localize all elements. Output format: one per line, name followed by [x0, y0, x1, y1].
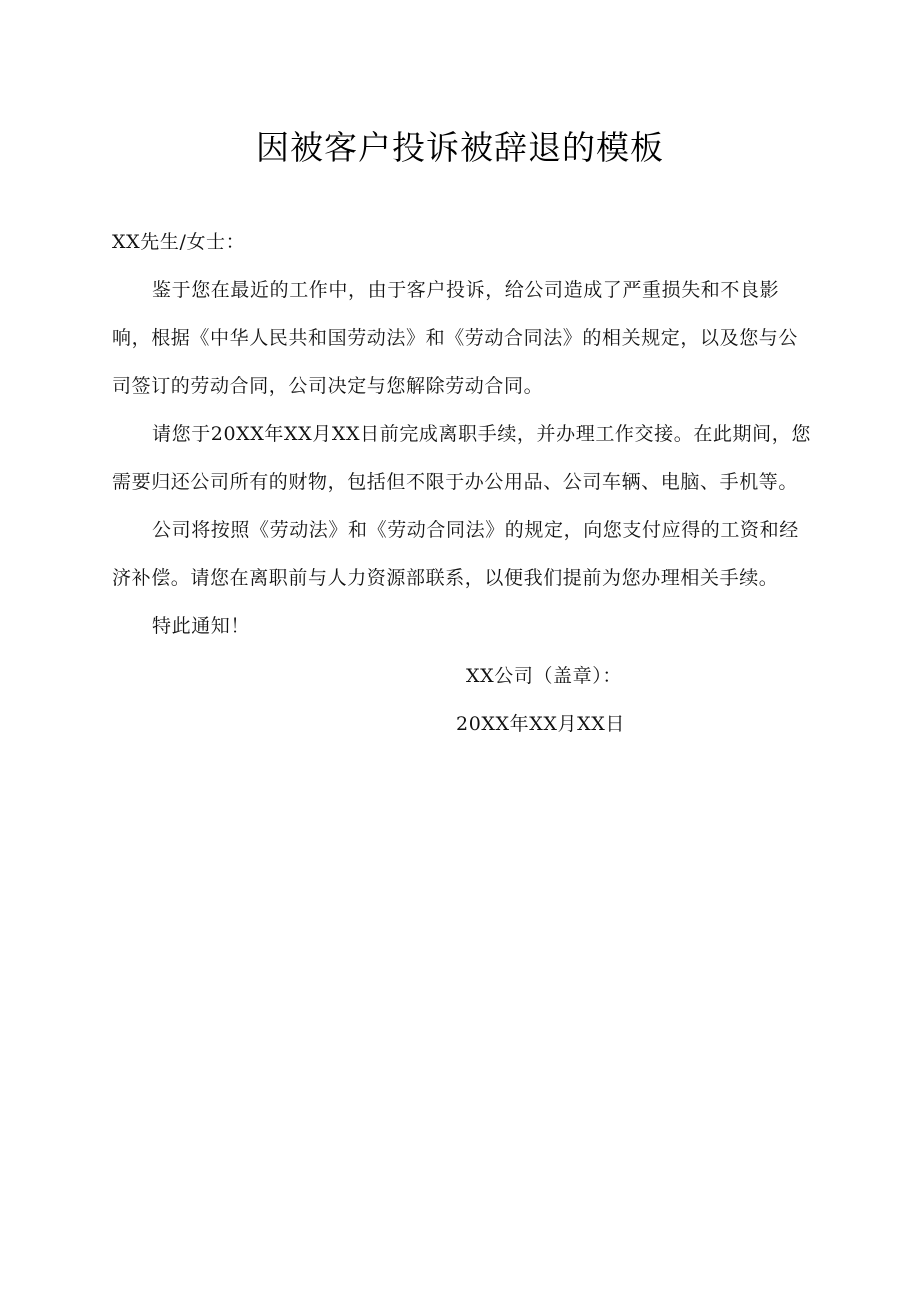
paragraph-dismissal-reason: 鉴于您在最近的工作中，由于客户投诉，给公司造成了严重损失和不良影响，根据《中华人民共和国劳动法》和《劳动合同法》的相关规定，以及您与公司签订的劳动合同，公司决定与您解除劳动合同。	[112, 279, 799, 397]
paragraph-closing: 特此通知！	[152, 615, 251, 637]
salutation: XX先生/女士：	[112, 231, 246, 253]
document-title: 因被客户投诉被辞退的模板	[256, 128, 664, 167]
paragraph-compensation: 公司将按照《劳动法》和《劳动合同法》的规定，向您支付应得的工资和经济补偿。请您在离职前与人力资源部联系，以便我们提前为您办理相关手续。	[112, 519, 799, 589]
paragraph-resignation-procedure: 请您于20XX年XX月XX日前完成离职手续，并办理工作交接。在此期间，您需要归还公司所有的财物，包括但不限于办公用品、公司车辆、电脑、手机等。	[112, 423, 811, 493]
signature-date: 20XX年XX月XX日	[456, 713, 625, 735]
signature-company: XX公司（盖章）：	[466, 665, 622, 687]
